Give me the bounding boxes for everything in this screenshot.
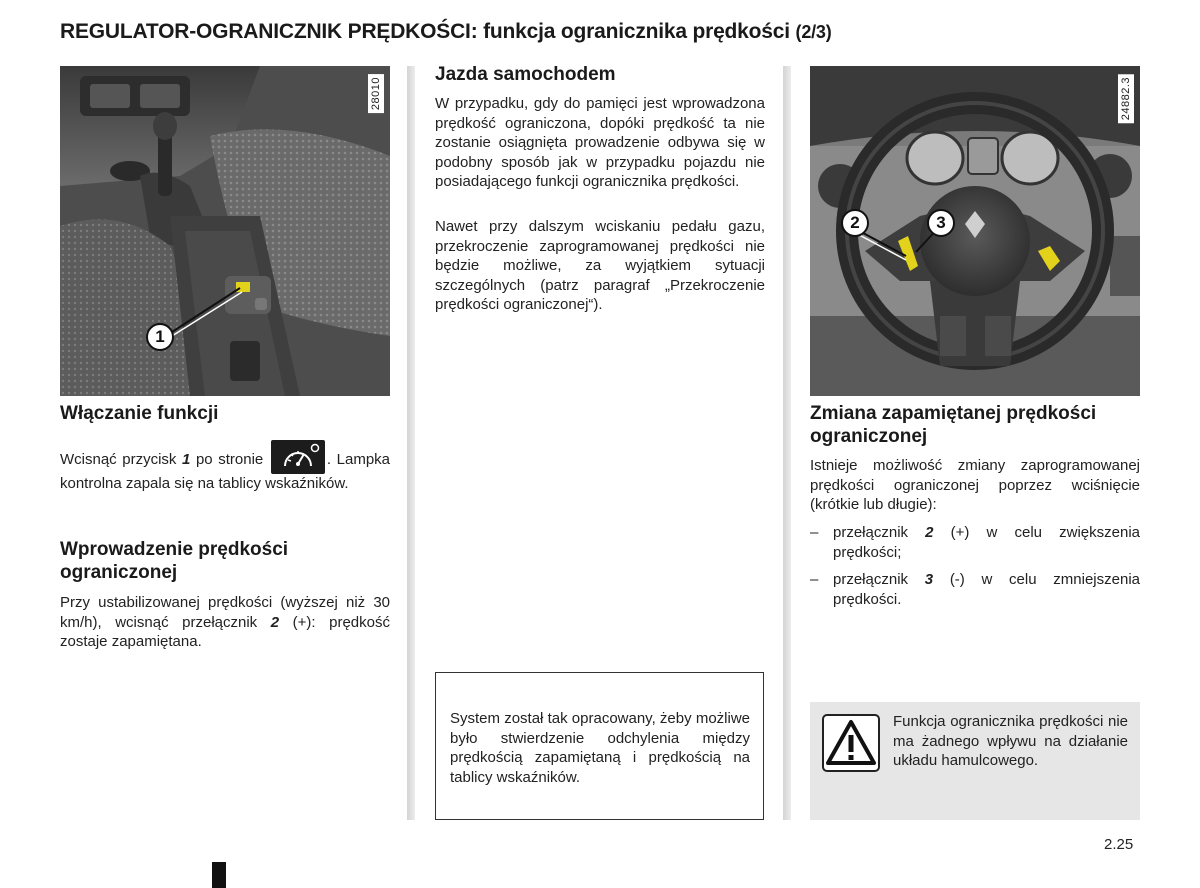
list-item-text bbox=[833, 570, 1140, 609]
heading-change-speed: Zmiana zapamiętanej prędkości ograniczonej bbox=[810, 403, 1097, 447]
enable-text-before: Wcisnąć przycisk bbox=[60, 451, 177, 468]
note-box bbox=[435, 672, 764, 820]
change-speed-intro: Istnieje możliwość zmiany zaprogramowanej prędkości ograniczonej poprzez wciśnięcie (krótkie lub długie): bbox=[810, 457, 1140, 513]
heading-driving: Jazda samochodem bbox=[435, 64, 616, 85]
callout-3: 3 bbox=[927, 209, 955, 237]
input-text-before: Przy ustabilizowanej prędkości (wyższej niż 30 km/h), wcisnąć przełącznik bbox=[60, 594, 390, 631]
input-text-after: (+): prędkość zostaje zapamiętana. bbox=[60, 613, 390, 650]
list-item-ref: 3 bbox=[924, 571, 934, 588]
photo-center-console bbox=[60, 66, 390, 396]
photo-ref-right: 24882.3 bbox=[1118, 74, 1134, 123]
note-text: System został tak opracowany, żeby możliwe było stwierdzenie odchylenia między prędkością zapamiętaną i prędkością na tablicy wskaźników. bbox=[450, 710, 750, 786]
bottom-page-mark bbox=[212, 862, 226, 888]
warning-text: Funkcja ogranicznika prędkości nie ma żadnego wpływu na działanie układu hamulcowego. bbox=[893, 713, 1128, 769]
list-item bbox=[810, 523, 1140, 563]
input-switch-ref: 2 bbox=[270, 613, 280, 631]
list-item-after: (-) w celu zmniejszenia prędkości. bbox=[833, 571, 1140, 608]
enable-text-end: . Lampka kontrolna zapala się na tablicy wskaźników. bbox=[60, 451, 390, 492]
warning-box bbox=[810, 702, 1140, 820]
page-title-main: REGULATOR-OGRANICZNIK PRĘDKOŚCI: funkcja ogranicznika prędkości bbox=[60, 20, 790, 43]
photo-ref-left: 28010 bbox=[368, 74, 384, 113]
list-item-before: przełącznik bbox=[833, 524, 909, 541]
list-item-before: przełącznik bbox=[833, 571, 909, 588]
photo-steering-wheel bbox=[810, 66, 1140, 396]
column-divider-right bbox=[783, 66, 791, 820]
list-dash: – bbox=[810, 524, 819, 541]
driving-paragraph-2: Nawet przy dalszym wciskaniu pedału gazu, przekroczenie zaprogramowanej prędkości nie będzie możliwe, za wyjątkiem sytuacji szczególnych (patrz paragraf „Przekroczenie prędkości ograniczonej“). bbox=[435, 218, 765, 313]
enable-text-after: po stronie bbox=[195, 451, 264, 468]
enable-function-text bbox=[60, 440, 390, 494]
heading-input-speed: Wprowadzenie prędkości ograniczonej bbox=[60, 539, 289, 583]
input-speed-text bbox=[60, 593, 390, 652]
column-divider-left bbox=[407, 66, 415, 820]
enable-button-ref: 1 bbox=[182, 451, 191, 468]
list-item-ref: 2 bbox=[925, 524, 934, 541]
list-item bbox=[810, 570, 1140, 610]
list-item-after: (+) w celu zwiększenia prędkości; bbox=[833, 524, 1141, 561]
callout-1: 1 bbox=[146, 323, 174, 351]
page-title-part: (2/3) bbox=[795, 22, 832, 42]
page-number: 2.25 bbox=[1104, 836, 1134, 853]
warning-triangle-icon bbox=[822, 714, 880, 772]
list-dash: – bbox=[810, 571, 819, 588]
speed-limiter-icon bbox=[271, 440, 325, 474]
driving-paragraph-1: W przypadku, gdy do pamięci jest wprowadzona prędkość ograniczona, dopóki prędkość ta nie zostanie osiągnięta prowadzenie odbywa się w podobny sposób jak w przypadku pojazdu nie posiadającego funkcji ogranicznika prędkości. bbox=[435, 95, 765, 190]
list-item-text bbox=[833, 523, 1140, 562]
callout-2: 2 bbox=[841, 209, 869, 237]
page-title bbox=[60, 20, 1160, 44]
center-console-illustration bbox=[60, 66, 390, 396]
heading-enable-function: Włączanie funkcji bbox=[60, 403, 219, 424]
